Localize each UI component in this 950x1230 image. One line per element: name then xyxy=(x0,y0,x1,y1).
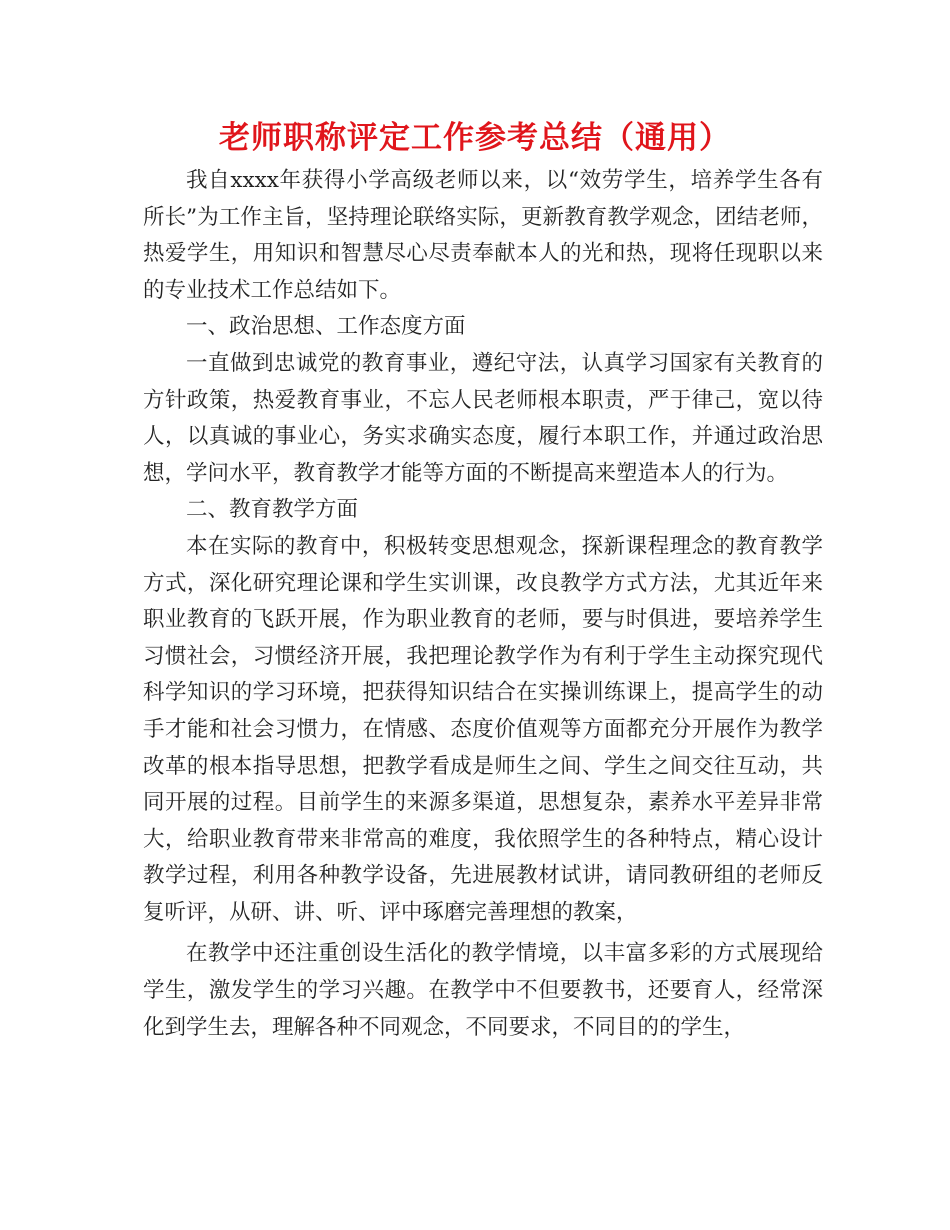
document-title: 老师职称评定工作参考总结（通用） xyxy=(219,120,731,156)
paragraph-politics: 一直做到忠诚党的教育事业，遵纪守法，认真学习国家有关教育的方针政策，热爱教育事业，不忘人民老师根本职责，严于律己，宽以待人，以真诚的事业心，务实求确实态度，履行本职工作，并通过政治思想，学问水平，教育教学才能等方面的不断提高来塑造本人的行为。 xyxy=(143,350,823,486)
paragraph-teaching-context: 在教学中还注重创设生活化的教学情境，以丰富多彩的方式展现给学生，激发学生的学习兴趣。在教学中不但要教书，还要育人，经常深化到学生去，理解各种不同观念，不同要求，不同目的的学生， xyxy=(143,941,823,1040)
section-heading-politics: 一、政治思想、工作态度方面 xyxy=(186,314,466,340)
paragraph-teaching: 本在实际的教育中，积极转变思想观念，探新课程理念的教育教学方式，深化研究理论课和学生实训课，改良教学方式方法，尤其近年来职业教育的飞跃开展，作为职业教育的老师，要与时俱进，要培养学生习惯社会，习惯经济开展，我把理论教学作为有利于学生主动探究现代科学知识的学习环境，把获得知识结合在实操训练课上，提高学生的动手才能和社会习惯力，在情感、态度价值观等方面都充分开展作为教学改革的根本指导思想，把教学看成是师生之间、学生之间交往互动，共同开展的过程。目前学生的来源多渠道，思想复杂，素养水平差异非常大，给职业教育带来非常高的难度，我依照学生的各种特点，精心设计教学过程，利用各种教学设备，先进展教材试讲，请同教研组的老师反复听评，从研、讲、听、评中琢磨完善理想的教案， xyxy=(143,533,823,925)
section-heading-teaching: 二、教育教学方面 xyxy=(186,497,359,523)
document-body xyxy=(143,163,823,1046)
paragraph-intro: 我自xxxx年获得小学高级老师以来，以“效劳学生，培养学生各有所长”为工作主旨，坚持理论联络实际，更新教育教学观念，团结老师，热爱学生，用知识和智慧尽心尽责奉献本人的光和热，现将任现职以来的专业技术工作总结如下。 xyxy=(143,168,823,303)
